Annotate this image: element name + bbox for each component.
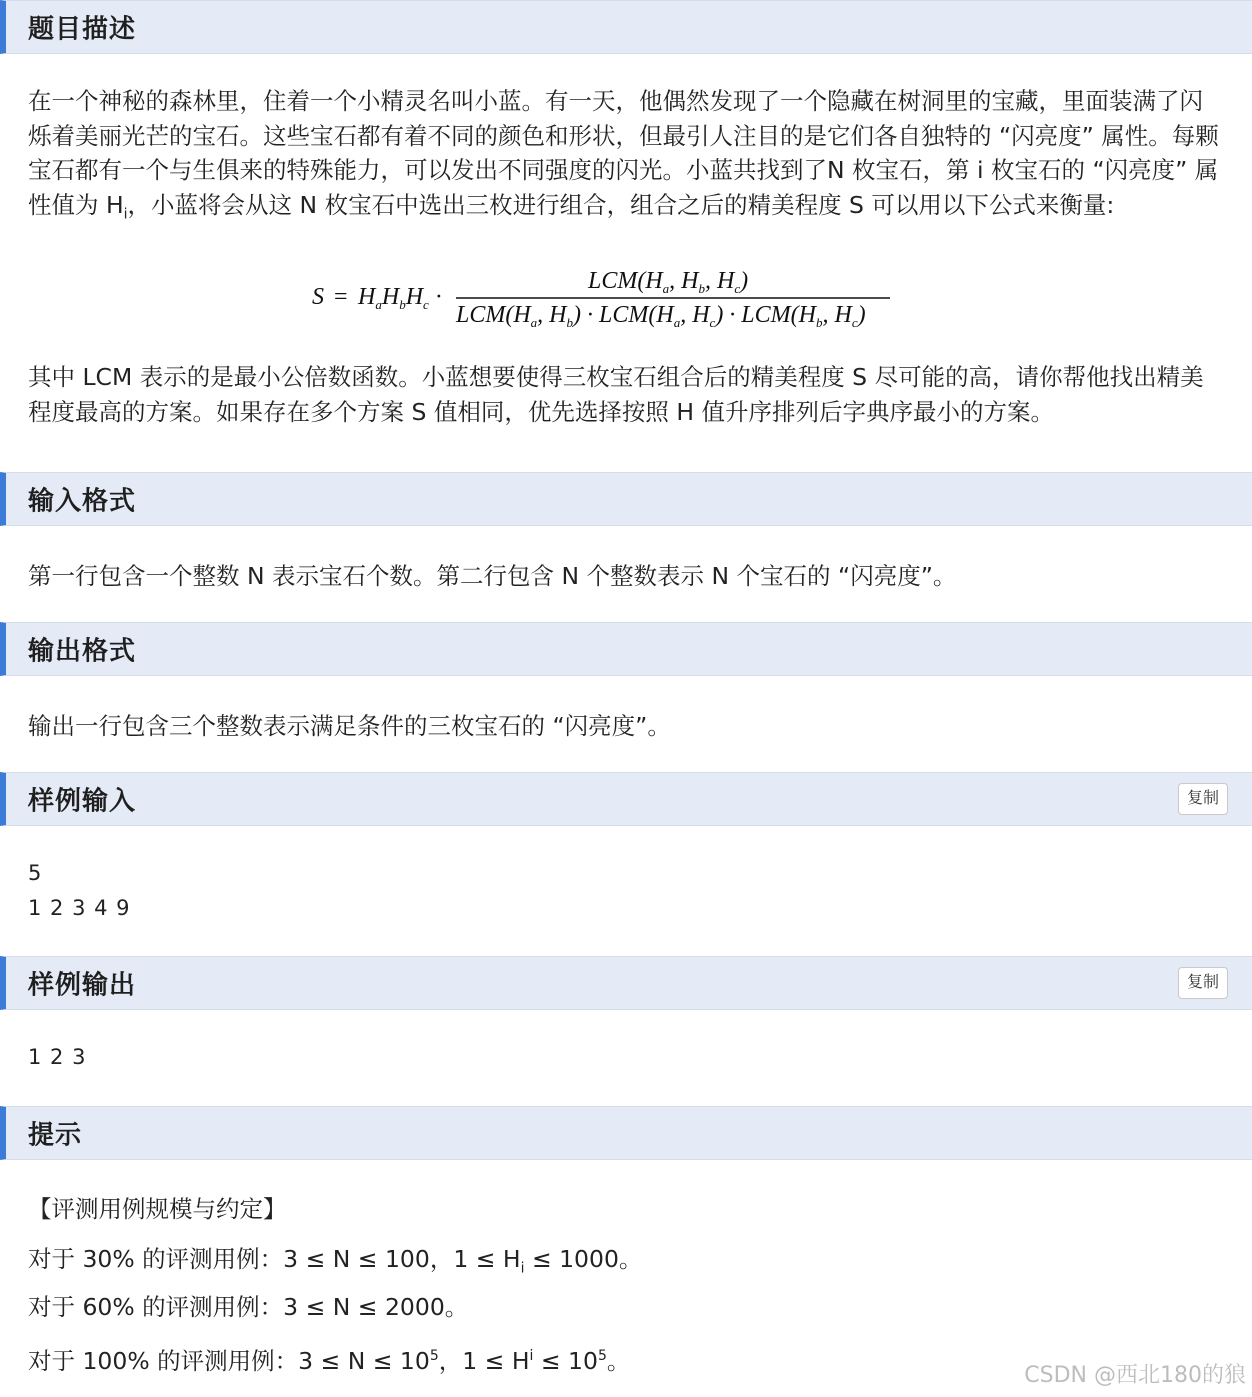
section-title: 样例输出: [28, 970, 137, 1001]
description-text: 在一个神秘的森林里，住着一个小精灵名叫小蓝。有一天，他偶然发现了一个隐藏在树洞里的宝藏，里面装满了闪烁着美丽光芒的宝石。这些宝石都有着不同的颜色和形状，但最引人注目的是它们各自独特的 “闪亮度” 属性。每颗宝石都有一个与生俱来的特殊能力，可以发出不同强度的闪光。小蓝共找到了N 枚宝石，第 i 枚宝石的 “闪亮度” 属性值为 H: [28, 87, 1219, 219]
hint-text: 。: [606, 1346, 631, 1375]
hint-heading: 【评测用例规模与约定】: [28, 1195, 287, 1223]
section-header-hint: [0, 1106, 1252, 1160]
section-title: 提示: [28, 1120, 83, 1151]
section-title: 题目描述: [28, 14, 137, 45]
superscript: 5: [597, 1348, 607, 1364]
superscript: 5: [429, 1348, 439, 1364]
subscript: i: [123, 206, 128, 223]
hint-line-2: 对于 60% 的评测用例：3 ≤ N ≤ 2000。: [28, 1293, 469, 1321]
hint-text: ≤ 10: [533, 1346, 598, 1375]
hint-text: ≤ 1000。: [524, 1245, 643, 1273]
hint-text: ，1 ≤ H: [438, 1346, 530, 1375]
section-title: 样例输入: [28, 786, 137, 817]
svg-text:S: S: [312, 284, 324, 310]
section-title: 输入格式: [28, 486, 137, 517]
svg-text:LCM(Ha, Hb, Hc): $LCM(H_a$, $H_b$, $H_c$): [588, 268, 749, 296]
section-title: 输出格式: [28, 636, 137, 667]
sample-input-line-1: 5: [28, 861, 43, 885]
description-paragraph-2: 其中 LCM 表示的是最小公倍数函数。小蓝想要使得三枚宝石组合后的精美程度 S 尽可能的高，请你帮他找出精美程度最高的方案。如果存在多个方案 S 值相同，优先选择按照 H 值升序排列后字典序最小的方案。: [28, 363, 1204, 426]
copy-button[interactable]: 复制: [1178, 967, 1228, 999]
description-paragraph: [28, 84, 1224, 232]
superscript: i: [529, 1348, 534, 1364]
input-format-text: 第一行包含一个整数 N 表示宝石个数。第二行包含 N 个整数表示 N 个宝石的 “闪亮度”。: [28, 562, 957, 590]
section-header-input: [0, 472, 1252, 526]
sample-input-line-2: 1 2 3 4 9: [28, 896, 131, 920]
svg-text:HaHbHc ·: $H_aH_bH_c$ ·: [358, 284, 443, 312]
subscript: i: [520, 1260, 525, 1277]
section-header-sample-input: [0, 772, 1252, 826]
hint-text: 对于 30% 的评测用例：3 ≤ N ≤ 100，1 ≤ H: [28, 1245, 521, 1273]
section-header-description: [0, 0, 1252, 54]
output-format-text: 输出一行包含三个整数表示满足条件的三枚宝石的 “闪亮度”。: [28, 712, 671, 740]
formula-graphic: [0, 258, 1252, 338]
section-header-output: [0, 622, 1252, 676]
sample-output-line-1: 1 2 3: [28, 1045, 87, 1069]
copy-button[interactable]: 复制: [1178, 783, 1228, 815]
watermark: CSDN @西北180的狼: [1024, 1363, 1246, 1388]
description-text-cont: ，小蓝将会从这 N 枚宝石中选出三枚进行组合，组合之后的精美程度 S 可以用以下公式来衡量:: [127, 190, 1115, 219]
lcm-formula: [0, 258, 1252, 338]
hint-text: 对于 100% 的评测用例：3 ≤ N ≤ 10: [28, 1346, 430, 1375]
section-header-sample-output: [0, 956, 1252, 1010]
svg-text:=: =: [334, 284, 348, 310]
svg-text:LCM(Ha, Hb) · LCM(Ha, Hc) · LC: $LCM(H_a$, $H_b) \cdot LCM(H_a$, $H_c) \cdot LCM(H_b$, $H_c$): [456, 302, 866, 330]
hint-line-1: [28, 1242, 1224, 1286]
